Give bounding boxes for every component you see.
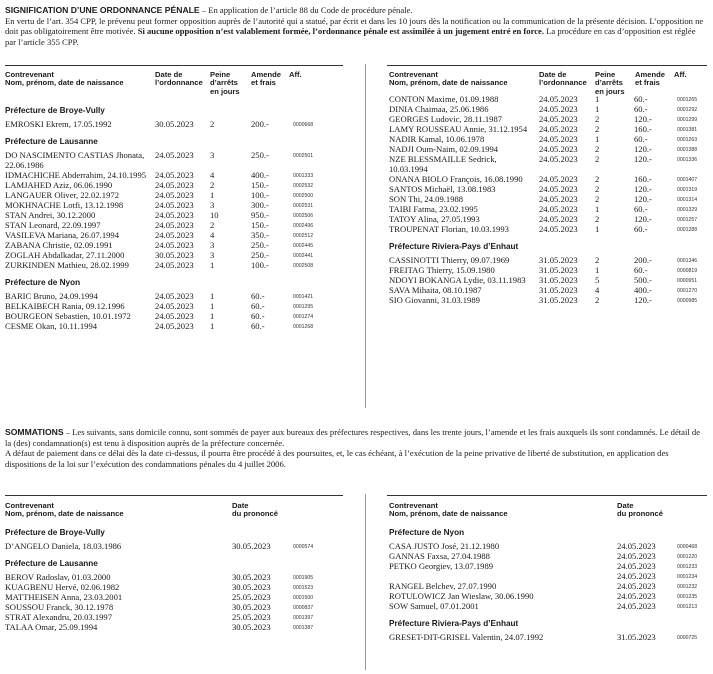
- row-date: 31.05.2023: [539, 265, 578, 275]
- divider: [387, 65, 707, 66]
- row-amende: 60.-: [251, 291, 265, 301]
- row-aff: 0001292: [677, 107, 698, 113]
- row-name: ZOGLAH Abdalkadar, 27.11.2000: [5, 250, 125, 260]
- header-amende: Amende et frais: [251, 70, 281, 88]
- row-name: DO NASCIMENTO CASTIAS Jhonata, 22.06.1986: [5, 150, 145, 170]
- row-amende: 120.-: [634, 154, 652, 164]
- row-aff: 0002441: [293, 253, 314, 259]
- row-name: LAMJAHED Aziz, 06.06.1990: [5, 180, 113, 190]
- row-amende: 60.-: [634, 94, 648, 104]
- row-aff: 0001387: [293, 625, 314, 631]
- row-aff: 0001329: [677, 207, 698, 213]
- row-name: FREITAG Thierry, 15.09.1980: [389, 265, 495, 275]
- row-aff: 0002496: [293, 223, 314, 229]
- row-aff: 0001397: [293, 615, 314, 621]
- sommations-text-1: – Les suivants, sans domicile connu, sont sommés de payer aux bureaux des préfectures respectives, dans les trente jours, l’amende et les frais auxquels ils sont condamnés. Le détail de la (des) condamnation(s) est tenu à disposition auprès de la préfecture concernée.: [5, 427, 701, 448]
- row-name: RANGEL Belchev, 27.07.1990: [389, 581, 497, 591]
- section-heading: Préfecture Riviera-Pays d’Enhaut: [389, 619, 519, 628]
- row-date: 24.05.2023: [617, 601, 656, 611]
- row-date: 24.05.2023: [155, 301, 194, 311]
- header-date: Date du prononcé: [232, 501, 278, 519]
- row-date: 24.05.2023: [617, 561, 656, 571]
- intro-text-2: En vertu de l’art. 354 CPP, le prévenu peut former opposition auprès de l’autorité qui a statué, par écrit et dans les 10 jours dès la notification ou la communication de la présente décision. L’opposition ne doit pas obligatoirement être motivée.: [5, 15, 704, 37]
- row-aff: 0001500: [293, 595, 314, 601]
- row-amende: 300.-: [251, 200, 269, 210]
- row-peine: 3: [210, 200, 215, 210]
- row-aff: 0001421: [293, 294, 314, 300]
- row-name: TROUPENAT Florian, 10.03.1993: [389, 224, 509, 234]
- row-name: IDMACHICHE Abderrahim, 24.10.1995: [5, 170, 147, 180]
- row-date: 30.05.2023: [232, 572, 271, 582]
- section-heading: Préfecture de Nyon: [389, 528, 465, 537]
- column-divider: [365, 494, 366, 670]
- row-name: TAIBI Fatma, 23.02.1995: [389, 204, 478, 214]
- divider: [387, 495, 707, 496]
- row-peine: 2: [595, 114, 600, 124]
- row-amende: 60.-: [634, 224, 648, 234]
- row-aff: 0001263: [677, 137, 698, 143]
- row-name: TATOY Alina, 27.05.1993: [389, 214, 480, 224]
- row-date: 24.05.2023: [539, 204, 578, 214]
- header-date: Date de l’ordonnance: [155, 70, 203, 88]
- row-name: BARIC Bruno, 24.09.1994: [5, 291, 98, 301]
- intro-bold-text: Si aucune opposition n’est valablement formée, l’ordonnance pénale est assimilée à un jugement entré en force.: [137, 26, 545, 37]
- row-aff: 0001299: [677, 117, 698, 123]
- sommations-heading: SOMMATIONS: [5, 427, 64, 437]
- row-aff: 0001232: [677, 584, 698, 590]
- row-amende: 60.-: [634, 204, 648, 214]
- row-name: BOURGEON Sebastien, 10.01.1972: [5, 311, 131, 321]
- header-name: Contrevenant Nom, prénom, date de naissance: [389, 501, 508, 519]
- row-date: 30.05.2023: [155, 119, 194, 129]
- row-aff: 0001257: [677, 217, 698, 223]
- row-peine: 1: [595, 94, 600, 104]
- row-name: CONTON Maxime, 01.09.1988: [389, 94, 499, 104]
- row-peine: 2: [595, 255, 600, 265]
- row-date: 31.05.2023: [539, 275, 578, 285]
- header-peine: Peine d’arrêts en jours: [595, 70, 625, 96]
- row-date: 24.05.2023: [155, 260, 194, 270]
- row-amende: 60.-: [251, 311, 265, 321]
- row-amende: 250.-: [251, 240, 269, 250]
- row-date: 24.05.2023: [539, 174, 578, 184]
- row-name: SOUSSOU Franck, 30.12.1978: [5, 602, 114, 612]
- row-peine: 3: [210, 150, 215, 160]
- row-aff: 0002445: [293, 243, 314, 249]
- row-date: 30.05.2023: [232, 622, 271, 632]
- row-amende: 60.-: [634, 265, 648, 275]
- row-date: 24.05.2023: [155, 190, 194, 200]
- row-peine: 2: [595, 214, 600, 224]
- row-amende: 200.-: [634, 255, 652, 265]
- row-name: STRAT Alexandru, 20.03.1997: [5, 612, 113, 622]
- row-peine: 10: [210, 210, 219, 220]
- row-peine: 4: [210, 170, 215, 180]
- row-name: CASSINOTTI Thierry, 09.07.1969: [389, 255, 510, 265]
- row-date: 24.05.2023: [539, 224, 578, 234]
- header-name: Contrevenant Nom, prénom, date de naissance: [5, 501, 124, 519]
- row-date: 30.05.2023: [232, 582, 271, 592]
- row-name: NADIR Kamal, 10.06.1978: [389, 134, 485, 144]
- row-name: ZURKINDEN Mathieu, 28.02.1999: [5, 260, 129, 270]
- row-name: GEORGES Ludovic, 28.11.1987: [389, 114, 503, 124]
- row-peine: 2: [595, 295, 600, 305]
- row-amende: 500.-: [634, 275, 652, 285]
- row-date: 24.05.2023: [539, 144, 578, 154]
- row-aff: 0002501: [293, 153, 314, 159]
- row-date: 24.05.2023: [155, 291, 194, 301]
- row-aff: 0000985: [677, 298, 698, 304]
- row-name: CASA JUSTO José, 21.12.1980: [389, 541, 500, 551]
- row-peine: 1: [210, 190, 215, 200]
- row-peine: 2: [210, 119, 215, 129]
- row-name: ONANA BIOLO François, 16.08.1990: [389, 174, 523, 184]
- row-peine: 3: [210, 240, 215, 250]
- row-date: 31.05.2023: [539, 285, 578, 295]
- row-name: ZABANA Christie, 02.09.1991: [5, 240, 113, 250]
- row-name: NDOYI BOKANGA Lydie, 03.11.1983: [389, 275, 526, 285]
- row-date: 24.05.2023: [617, 591, 656, 601]
- row-peine: 2: [595, 174, 600, 184]
- row-aff: 0002506: [293, 213, 314, 219]
- row-aff: 0001268: [293, 324, 314, 330]
- row-date: 24.05.2023: [155, 200, 194, 210]
- row-aff: 0002531: [293, 203, 314, 209]
- row-peine: 1: [595, 204, 600, 214]
- header-peine: Peine d’arrêts en jours: [210, 70, 240, 96]
- row-date: 24.05.2023: [155, 150, 194, 160]
- row-aff: 0001346: [677, 258, 698, 264]
- section-heading: Préfecture de Lausanne: [5, 137, 98, 146]
- row-name: VASILEVA Mariana, 26.07.1994: [5, 230, 120, 240]
- row-peine: 3: [210, 250, 215, 260]
- row-aff: 0000951: [677, 278, 698, 284]
- row-aff: 0000725: [677, 635, 698, 641]
- sommations-text-2: A défaut de paiement dans ce délai dès la date ci-dessus, il pourra être procédé à des poursuites, et, le cas échéant, à l’exécution de la peine privative de liberté de substitution, en application des dispositions de la loi sur l’exécution des condamnations pénales du 4 juillet 2006.: [5, 448, 669, 469]
- row-amende: 160.-: [634, 174, 652, 184]
- row-date: 24.05.2023: [617, 571, 656, 581]
- header-name: Contrevenant Nom, prénom, date de naissance: [389, 70, 508, 88]
- row-peine: 2: [595, 184, 600, 194]
- row-date: 31.05.2023: [539, 295, 578, 305]
- row-amende: 160.-: [634, 124, 652, 134]
- row-aff: 0000574: [293, 544, 314, 550]
- row-aff: 0001274: [293, 314, 314, 320]
- row-aff: 0001234: [677, 574, 698, 580]
- row-amende: 100.-: [251, 190, 269, 200]
- row-amende: 60.-: [634, 104, 648, 114]
- row-peine: 2: [210, 180, 215, 190]
- row-aff: 0001523: [293, 585, 314, 591]
- row-name: MATTHEISEN Anna, 23.03.2001: [5, 592, 123, 602]
- row-name: LAMY ROUSSEAU Annie, 31.12.1954: [389, 124, 528, 134]
- row-aff: 0001333: [293, 173, 314, 179]
- row-name: DINIA Chaimaa, 25.06.1986: [389, 104, 489, 114]
- row-date: 30.05.2023: [232, 602, 271, 612]
- row-peine: 1: [210, 321, 215, 331]
- row-aff: 0000668: [293, 122, 314, 128]
- row-aff: 0001336: [677, 157, 698, 163]
- row-aff: 0001270: [677, 288, 698, 294]
- row-date: 24.05.2023: [539, 104, 578, 114]
- row-peine: 1: [595, 265, 600, 275]
- section-heading: Préfecture de Broye-Vully: [5, 106, 105, 115]
- row-amende: 60.-: [634, 134, 648, 144]
- row-amende: 120.-: [634, 184, 652, 194]
- row-aff: 0001235: [677, 594, 698, 600]
- row-peine: 1: [210, 260, 215, 270]
- row-aff: 0001213: [677, 604, 698, 610]
- row-name: GRESET-DIT-GRISEL Valentin, 24.07.1992: [389, 632, 544, 642]
- row-amende: 120.-: [634, 114, 652, 124]
- row-peine: 1: [210, 311, 215, 321]
- row-date: 24.05.2023: [155, 170, 194, 180]
- row-date: 24.05.2023: [155, 321, 194, 331]
- row-date: 24.05.2023: [617, 581, 656, 591]
- row-aff: 0001295: [293, 304, 314, 310]
- row-aff: 0002512: [293, 233, 314, 239]
- row-name: STAN Leonard, 22.09.1997: [5, 220, 101, 230]
- row-name: NADJI Oum-Naim, 02.09.1994: [389, 144, 499, 154]
- row-amende: 250.-: [251, 150, 269, 160]
- header-date: Date du prononcé: [617, 501, 663, 519]
- row-date: 24.05.2023: [539, 214, 578, 224]
- row-peine: 1: [595, 104, 600, 114]
- ordonnance-heading: SIGNIFICATION D’UNE ORDONNANCE PÉNALE: [5, 5, 200, 15]
- row-name: CESME Okan, 10.11.1994: [5, 321, 98, 331]
- row-amende: 150.-: [251, 220, 269, 230]
- row-name: GANNAS Faxsa, 27.04.1988: [389, 551, 490, 561]
- header-amende: Amende et frais: [635, 70, 665, 88]
- row-date: 31.05.2023: [539, 255, 578, 265]
- row-aff: 0002500: [293, 193, 314, 199]
- row-date: 25.05.2023: [232, 612, 271, 622]
- row-amende: 120.-: [634, 214, 652, 224]
- row-peine: 1: [210, 291, 215, 301]
- row-name: TALAA Omar, 25.09.1994: [5, 622, 98, 632]
- row-peine: 1: [210, 301, 215, 311]
- row-name: SAVA Mihaita, 08.10.1987: [389, 285, 482, 295]
- row-amende: 400.-: [634, 285, 652, 295]
- row-aff: 0001388: [677, 147, 698, 153]
- row-date: 24.05.2023: [539, 154, 578, 164]
- row-date: 24.05.2023: [539, 194, 578, 204]
- row-peine: 4: [210, 230, 215, 240]
- row-name: NZE BLESSMAILLE Sedrick, 10.03.1994: [389, 154, 497, 174]
- row-date: 24.05.2023: [155, 180, 194, 190]
- row-amende: 120.-: [634, 194, 652, 204]
- row-aff: 0001319: [677, 187, 698, 193]
- row-aff: 0000837: [293, 605, 314, 611]
- column-divider: [365, 64, 366, 408]
- row-date: 24.05.2023: [539, 134, 578, 144]
- section-heading: Préfecture de Lausanne: [5, 559, 98, 568]
- header-date: Date de l’ordonnance: [539, 70, 587, 88]
- row-amende: 120.-: [634, 295, 652, 305]
- row-name: KUAGBENU Hervé, 02.06.1982: [5, 582, 120, 592]
- row-peine: 2: [210, 220, 215, 230]
- divider: [5, 65, 343, 66]
- row-date: 24.05.2023: [155, 311, 194, 321]
- row-date: 24.05.2023: [539, 124, 578, 134]
- row-aff: 0001288: [677, 227, 698, 233]
- row-date: 24.05.2023: [617, 551, 656, 561]
- row-name: STAN Andrei, 30.12.2000: [5, 210, 96, 220]
- row-name: PETKO Georgiev, 13.07.1989: [389, 561, 494, 571]
- row-peine: 2: [595, 144, 600, 154]
- row-aff: 0002508: [293, 263, 314, 269]
- row-date: 24.05.2023: [617, 541, 656, 551]
- section-heading: Préfecture de Nyon: [5, 278, 81, 287]
- row-amende: 400.-: [251, 170, 269, 180]
- row-name: BELKAIBECH Rania, 09.12.1996: [5, 301, 125, 311]
- row-date: 25.05.2023: [232, 592, 271, 602]
- row-date: 24.05.2023: [155, 230, 194, 240]
- row-date: 24.05.2023: [155, 220, 194, 230]
- row-name: D’ANGELO Daniela, 18.03.1986: [5, 541, 122, 551]
- row-peine: 2: [595, 194, 600, 204]
- section-heading: Préfecture Riviera-Pays d’Enhaut: [389, 242, 519, 251]
- row-amende: 120.-: [634, 144, 652, 154]
- row-date: 24.05.2023: [155, 240, 194, 250]
- section-heading: Préfecture de Broye-Vully: [5, 528, 105, 537]
- header-aff: Aff.: [289, 70, 302, 79]
- row-amende: 950.-: [251, 210, 269, 220]
- row-aff: 0001407: [677, 177, 698, 183]
- intro-text-3: La procédure en cas d’opposition est réglée par l’article 355 CPP.: [5, 26, 696, 47]
- row-name: SIO Giovanni, 31.03.1989: [389, 295, 480, 305]
- intro-text-1: – En application de l’article 88 du Code de procédure pénale.: [199, 5, 413, 15]
- row-aff: 0001233: [677, 564, 698, 570]
- row-peine: 1: [595, 134, 600, 144]
- row-peine: 1: [595, 224, 600, 234]
- row-date: 31.05.2023: [617, 632, 656, 642]
- row-date: 30.05.2023: [155, 250, 194, 260]
- header-name: Contrevenant Nom, prénom, date de naissance: [5, 70, 124, 88]
- row-aff: 0000819: [677, 268, 698, 274]
- row-name: BEROV Radoslav, 01.03.2000: [5, 572, 111, 582]
- row-peine: 2: [595, 154, 600, 164]
- row-peine: 5: [595, 275, 600, 285]
- row-amende: 60.-: [251, 321, 265, 331]
- row-amende: 200.-: [251, 119, 269, 129]
- divider: [5, 495, 343, 496]
- row-name: SOW Samuel, 07.01.2001: [389, 601, 479, 611]
- row-aff: 0001905: [293, 575, 314, 581]
- row-amende: 60.-: [251, 301, 265, 311]
- row-name: SANTOS Michaël, 13.08.1983: [389, 184, 496, 194]
- row-aff: 0001381: [677, 127, 698, 133]
- row-aff: 0001220: [677, 554, 698, 560]
- row-date: 24.05.2023: [539, 94, 578, 104]
- row-name: EMROSKI Ekrem, 17.05.1992: [5, 119, 112, 129]
- row-aff: 0000468: [677, 544, 698, 550]
- header-aff: Aff.: [674, 70, 687, 79]
- row-amende: 100.-: [251, 260, 269, 270]
- row-name: LANGAUER Oliver, 22.02.1972: [5, 190, 119, 200]
- sommations-paragraph: [5, 427, 707, 469]
- row-aff: 0001265: [677, 97, 698, 103]
- row-date: 30.05.2023: [232, 541, 271, 551]
- row-aff: 0002532: [293, 183, 314, 189]
- row-name: SON Thi, 24.09.1988: [389, 194, 464, 204]
- row-date: 24.05.2023: [539, 114, 578, 124]
- intro-paragraph: [5, 5, 707, 47]
- row-name: MOKHNACHE Lotfi, 13.12.1998: [5, 200, 124, 210]
- row-amende: 350.-: [251, 230, 269, 240]
- row-name: ROTULOWICZ Jan Wieslaw, 30.06.1990: [389, 591, 534, 601]
- row-peine: 4: [595, 285, 600, 295]
- row-date: 24.05.2023: [155, 210, 194, 220]
- row-amende: 150.-: [251, 180, 269, 190]
- row-amende: 250.-: [251, 250, 269, 260]
- row-peine: 2: [595, 124, 600, 134]
- row-date: 24.05.2023: [539, 184, 578, 194]
- row-aff: 0001314: [677, 197, 698, 203]
